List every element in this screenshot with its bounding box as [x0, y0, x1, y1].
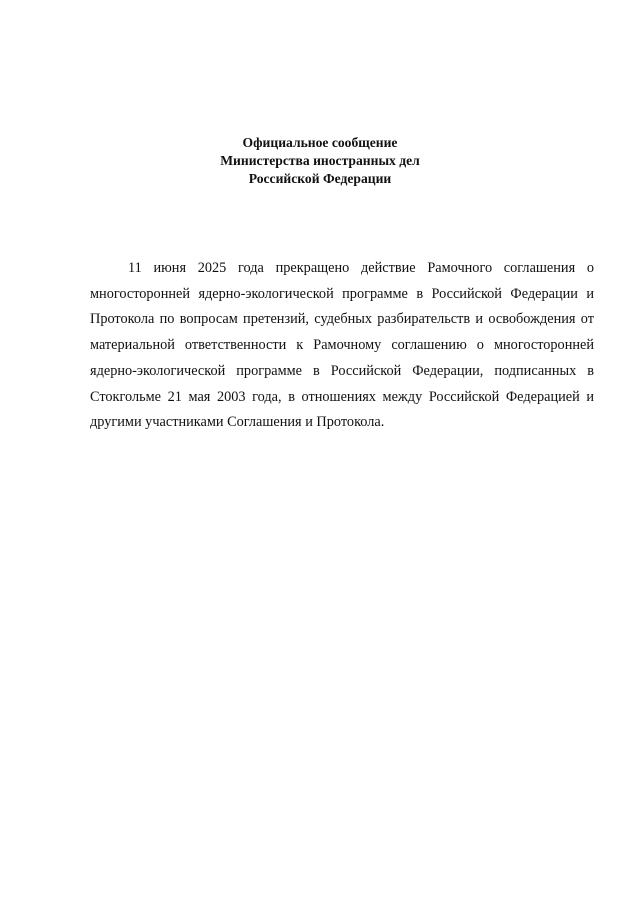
title-line-3: Российской Федерации	[248, 171, 392, 186]
body-paragraph: 11 июня 2025 года прекращено действие Рамочного соглашения о многосторонней ядерно-экологической программе в Российской Федерации и Протокола по вопросам претензий, судебных разбирательств и освобождения от материальной ответственности к Рамочному соглашению о многосторонней ядерно-экологической программе в Российской Федерации, подписанных в Стокгольме 21 мая 2003 года, в отношениях между Российской Федерацией и другими участниками Соглашения и Протокола.	[90, 260, 594, 431]
title-line-2: Министерства иностранных дел	[220, 153, 420, 168]
title-line-1: Официальное сообщение	[242, 135, 398, 150]
document-title	[0, 134, 640, 188]
